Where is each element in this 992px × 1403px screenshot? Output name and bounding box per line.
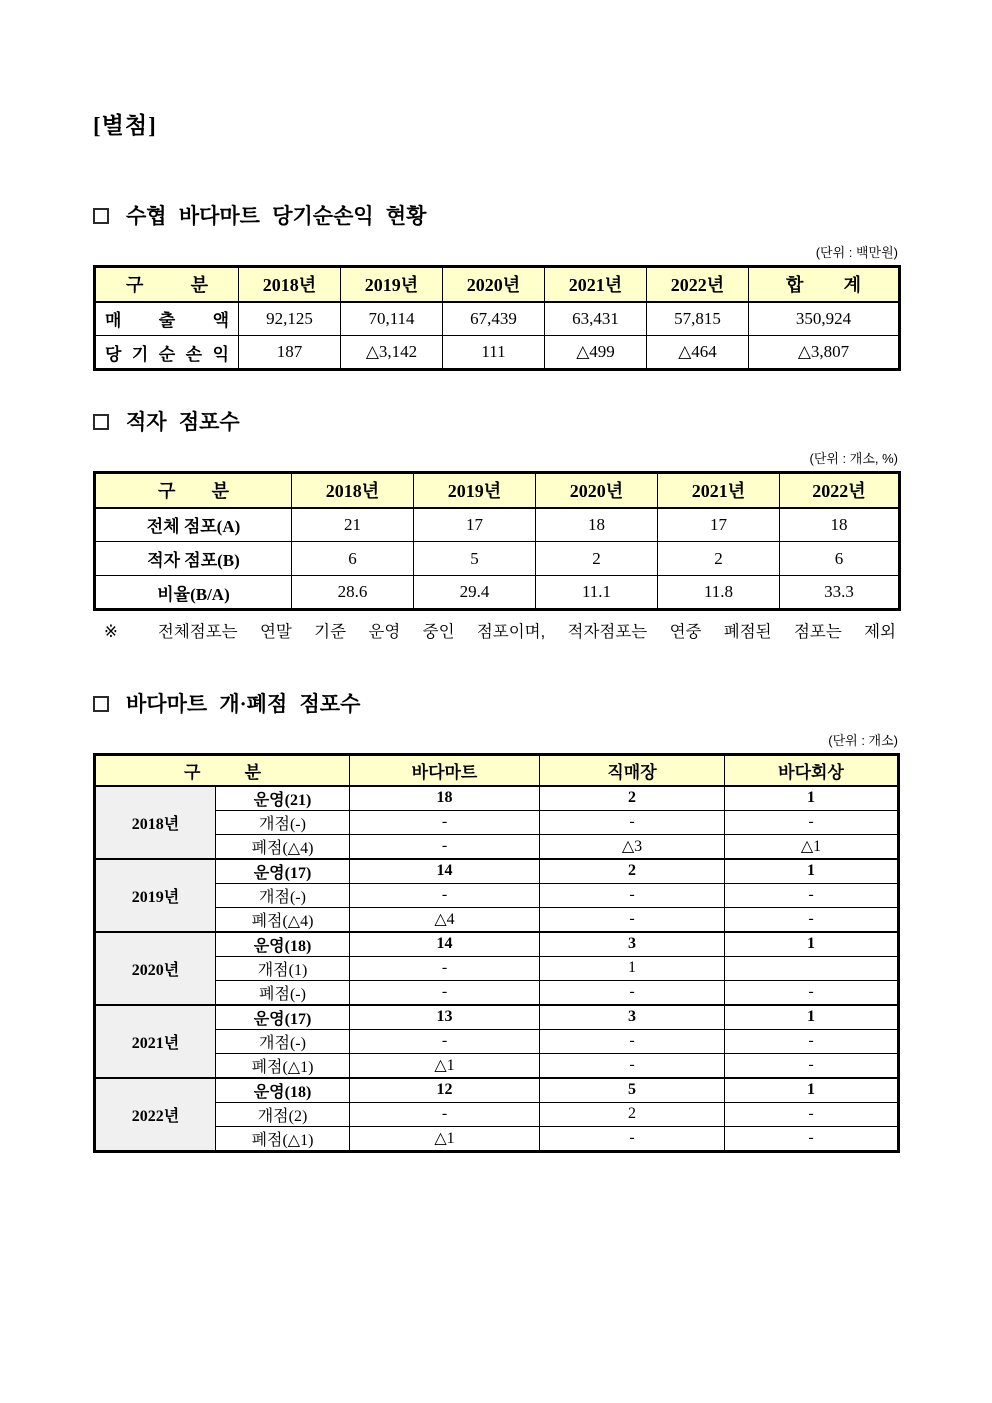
table-row	[95, 1053, 899, 1078]
section-title: 수협 바다마트 당기순손익 현황	[126, 204, 427, 228]
column-header: 2019년	[414, 473, 536, 508]
value-cell: △1	[725, 834, 899, 859]
section-title-row	[93, 202, 898, 230]
column-header: 바다마트	[350, 755, 540, 786]
value-cell: 2	[536, 542, 658, 576]
value-cell: -	[725, 980, 899, 1005]
table-row	[95, 932, 899, 957]
table-row	[95, 1005, 899, 1030]
row-label-cell: 운영(17)	[216, 1005, 350, 1030]
section-open-close	[93, 690, 898, 1153]
table-row	[95, 907, 899, 932]
value-cell: △499	[545, 336, 647, 370]
value-cell: -	[540, 810, 725, 834]
value-cell: 6	[780, 542, 900, 576]
value-cell: 1	[540, 956, 725, 980]
section-loss-stores	[93, 408, 898, 644]
value-cell: -	[350, 1102, 540, 1126]
row-label-cell: 운영(18)	[216, 932, 350, 957]
table-row	[95, 834, 899, 859]
value-cell: 17	[658, 508, 780, 542]
value-cell: △3	[540, 834, 725, 859]
row-label-cell: 개점(-)	[216, 810, 350, 834]
value-cell: 18	[536, 508, 658, 542]
row-label-cell: 폐점(△1)	[216, 1126, 350, 1151]
column-header: 2018년	[239, 267, 341, 302]
value-cell: 5	[414, 542, 536, 576]
section-title-row	[93, 690, 898, 718]
value-cell: 14	[350, 932, 540, 957]
row-label-cell: 폐점(△4)	[216, 907, 350, 932]
value-cell: -	[725, 1053, 899, 1078]
year-cell: 2019년	[95, 859, 216, 932]
unit-label: (단위 : 개소)	[828, 733, 898, 748]
value-cell: 33.3	[780, 576, 900, 610]
value-cell: -	[540, 1126, 725, 1151]
value-cell: -	[725, 810, 899, 834]
value-cell: 17	[414, 508, 536, 542]
value-cell: 1	[725, 1005, 899, 1030]
column-header: 2022년	[647, 267, 749, 302]
table-row	[95, 956, 899, 980]
table-header-row	[95, 473, 900, 508]
value-cell: 70,114	[341, 302, 443, 336]
value-cell: △3,807	[749, 336, 900, 370]
column-header: 합 계	[749, 267, 900, 302]
value-cell: 12	[350, 1078, 540, 1103]
row-label-cell: 개점(2)	[216, 1102, 350, 1126]
row-label-cell: 전체 점포(A)	[95, 508, 292, 542]
attachment-title: [별첨]	[93, 113, 157, 138]
value-cell: 18	[780, 508, 900, 542]
table-footnote: ※ 전체점포는 연말 기준 운영 중인 점포이며, 적자점포는 연중 폐점된 점포는 제외	[104, 623, 896, 641]
value-cell: 29.4	[414, 576, 536, 610]
row-label-cell: 폐점(-)	[216, 980, 350, 1005]
column-header: 2020년	[536, 473, 658, 508]
row-label-cell: 운영(21)	[216, 786, 350, 811]
row-label-cell: 매 출 액	[95, 302, 239, 336]
net-income-table	[93, 265, 901, 371]
value-cell: 11.8	[658, 576, 780, 610]
column-header: 직매장	[540, 755, 725, 786]
value-cell: 2	[540, 1102, 725, 1126]
value-cell: 5	[540, 1078, 725, 1103]
section-title: 적자 점포수	[126, 410, 240, 434]
section-title: 바다마트 개·폐점 점포수	[126, 692, 361, 716]
value-cell: 28.6	[292, 576, 414, 610]
value-cell: 3	[540, 1005, 725, 1030]
table-row	[95, 883, 899, 907]
row-label-cell: 개점(-)	[216, 883, 350, 907]
row-label-cell: 비율(B/A)	[95, 576, 292, 610]
value-cell: -	[540, 980, 725, 1005]
column-header: 2018년	[292, 473, 414, 508]
column-header: 구 분	[95, 267, 239, 302]
square-bullet-icon	[93, 414, 109, 430]
table-row	[95, 542, 900, 576]
table-header-row	[95, 267, 900, 302]
value-cell: △464	[647, 336, 749, 370]
table-header-row	[95, 755, 899, 786]
value-cell: -	[350, 883, 540, 907]
column-header: 2019년	[341, 267, 443, 302]
value-cell: △3,142	[341, 336, 443, 370]
square-bullet-icon	[93, 696, 109, 712]
section-title-row	[93, 408, 898, 436]
unit-label: (단위 : 백만원)	[815, 245, 898, 260]
value-cell: -	[540, 1029, 725, 1053]
value-cell: -	[725, 907, 899, 932]
value-cell: 1	[725, 1078, 899, 1103]
value-cell: -	[350, 834, 540, 859]
loss-stores-table	[93, 471, 901, 611]
value-cell: 350,924	[749, 302, 900, 336]
year-cell: 2020년	[95, 932, 216, 1005]
value-cell: 187	[239, 336, 341, 370]
row-label-cell: 폐점(△4)	[216, 834, 350, 859]
table-row	[95, 1029, 899, 1053]
year-cell: 2018년	[95, 786, 216, 859]
table-row	[95, 810, 899, 834]
column-header: 2022년	[780, 473, 900, 508]
year-cell: 2021년	[95, 1005, 216, 1078]
row-label-cell: 운영(18)	[216, 1078, 350, 1103]
open-close-table	[93, 753, 900, 1153]
value-cell: 111	[443, 336, 545, 370]
column-header: 2020년	[443, 267, 545, 302]
value-cell: -	[725, 1102, 899, 1126]
value-cell: -	[725, 883, 899, 907]
value-cell: 11.1	[536, 576, 658, 610]
value-cell: 2	[540, 786, 725, 811]
value-cell: -	[350, 1029, 540, 1053]
row-label-cell: 폐점(△1)	[216, 1053, 350, 1078]
value-cell: 14	[350, 859, 540, 884]
value-cell	[725, 956, 899, 980]
unit-label: (단위 : 개소, %)	[809, 451, 898, 466]
table-row	[95, 980, 899, 1005]
row-label-cell: 운영(17)	[216, 859, 350, 884]
table-row	[95, 302, 900, 336]
table-row	[95, 1102, 899, 1126]
table-row	[95, 1126, 899, 1151]
value-cell: 1	[725, 859, 899, 884]
row-label-cell: 개점(-)	[216, 1029, 350, 1053]
value-cell: -	[725, 1126, 899, 1151]
square-bullet-icon	[93, 208, 109, 224]
value-cell: 92,125	[239, 302, 341, 336]
value-cell: 63,431	[545, 302, 647, 336]
value-cell: 67,439	[443, 302, 545, 336]
table-row	[95, 508, 900, 542]
value-cell: -	[350, 810, 540, 834]
column-header: 구 분	[95, 755, 350, 786]
table-row	[95, 859, 899, 884]
column-header: 구 분	[95, 473, 292, 508]
row-label-cell: 당 기 순 손 익	[95, 336, 239, 370]
value-cell: -	[540, 907, 725, 932]
value-cell: 6	[292, 542, 414, 576]
value-cell: 2	[658, 542, 780, 576]
row-label-cell: 개점(1)	[216, 956, 350, 980]
table-row	[95, 576, 900, 610]
column-header: 2021년	[545, 267, 647, 302]
value-cell: -	[350, 956, 540, 980]
table-row	[95, 336, 900, 370]
row-label-cell: 적자 점포(B)	[95, 542, 292, 576]
value-cell: 3	[540, 932, 725, 957]
column-header: 바다회상	[725, 755, 899, 786]
table-row	[95, 1078, 899, 1103]
table-row	[95, 786, 899, 811]
year-cell: 2022년	[95, 1078, 216, 1152]
value-cell: 2	[540, 859, 725, 884]
value-cell: 13	[350, 1005, 540, 1030]
value-cell: 1	[725, 786, 899, 811]
value-cell: -	[350, 980, 540, 1005]
value-cell: △4	[350, 907, 540, 932]
value-cell: -	[540, 1053, 725, 1078]
value-cell: △1	[350, 1053, 540, 1078]
value-cell: 1	[725, 932, 899, 957]
page-content	[93, 107, 898, 1153]
section-net-income	[93, 202, 898, 371]
value-cell: 21	[292, 508, 414, 542]
value-cell: 57,815	[647, 302, 749, 336]
value-cell: 18	[350, 786, 540, 811]
value-cell: -	[540, 883, 725, 907]
value-cell: -	[725, 1029, 899, 1053]
column-header: 2021년	[658, 473, 780, 508]
value-cell: △1	[350, 1126, 540, 1151]
